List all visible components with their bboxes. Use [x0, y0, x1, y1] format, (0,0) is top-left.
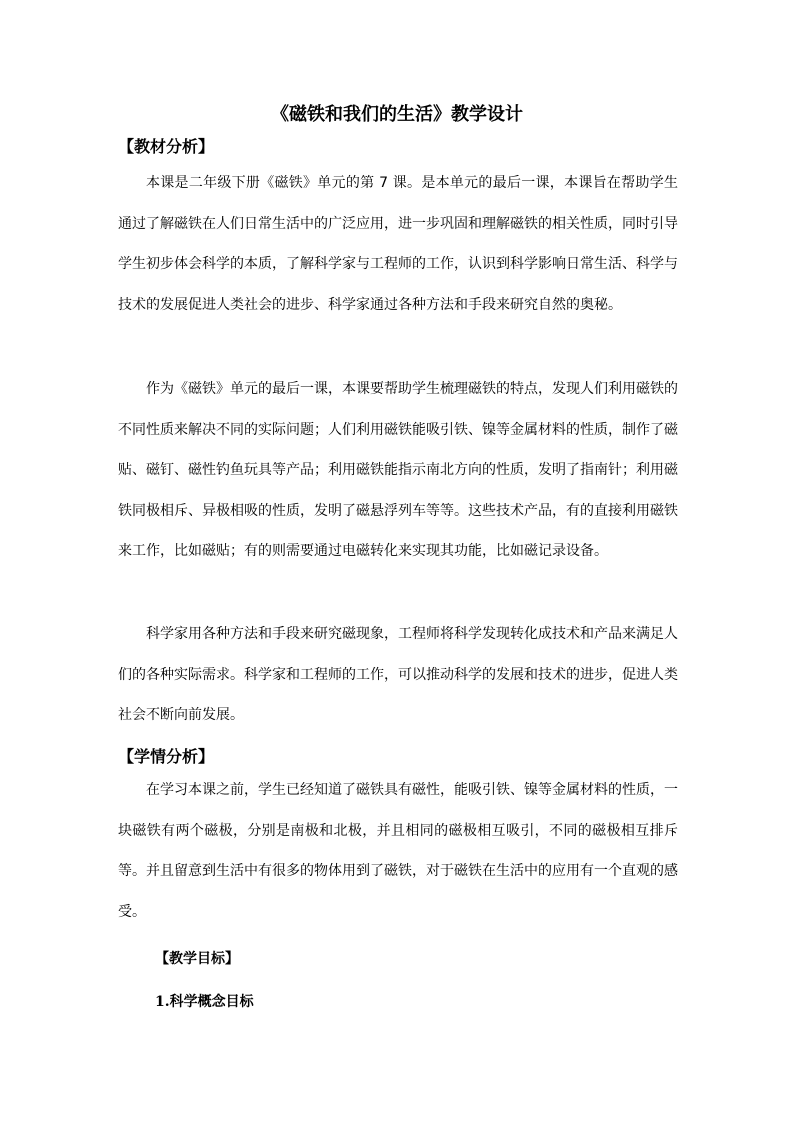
subsection-heading-science-concept: 1.科学概念目标	[155, 994, 254, 1010]
section-heading-teaching-goals: 【教学目标】	[155, 951, 239, 967]
document-title: 《磁铁和我们的生活》教学设计	[271, 104, 523, 125]
section-heading-learner-analysis: 【学情分析】	[118, 747, 215, 766]
paragraph: 科学家用各种方法和手段来研究磁现象，工程师将科学发现转化成技术和产品来满足人们的各种实际需求。科学家和工程师的工作，可以推动科学的发展和技术的进步，促进人类社会不断向前发展。	[118, 626, 678, 723]
paragraph: 在学习本课之前，学生已经知道了磁铁具有磁性，能吸引铁、镍等金属材料的性质，一块磁铁有两个磁极，分别是南极和北极，并且相同的磁极相互吸引，不同的磁极相互排斥等。并且留意到生活中有很多的物体用到了磁铁，对于磁铁在生活中的应用有一个直观的感受。	[118, 782, 678, 920]
paragraph: 本课是二年级下册《磁铁》单元的第 7 课。是本单元的最后一课，本课旨在帮助学生通过了解磁铁在人们日常生活中的广泛应用，进一步巩固和理解磁铁的相关性质，同时引导学生初步体会科学的本质，了解科学家与工程师的工作，认识到科学影响日常生活、科学与技术的发展促进人类社会的进步、科学家通过各种方法和手段来研究自然的奥秘。	[118, 175, 678, 313]
paragraph: 作为《磁铁》单元的最后一课，本课要帮助学生梳理磁铁的特点，发现人们利用磁铁的不同性质来解决不同的实际问题；人们利用磁铁能吸引铁、镍等金属材料的性质，制作了磁贴、磁钉、磁性钓鱼玩具等产品；利用磁铁能指示南北方向的性质，发明了指南针；利用磁铁同极相斥、异极相吸的性质，发明了磁悬浮列车等等。这些技术产品，有的直接利用磁铁来工作，比如磁贴；有的则需要通过电磁转化来实现其功能，比如磁记录设备。	[118, 381, 678, 559]
section-heading-material-analysis: 【教材分析】	[118, 137, 215, 156]
